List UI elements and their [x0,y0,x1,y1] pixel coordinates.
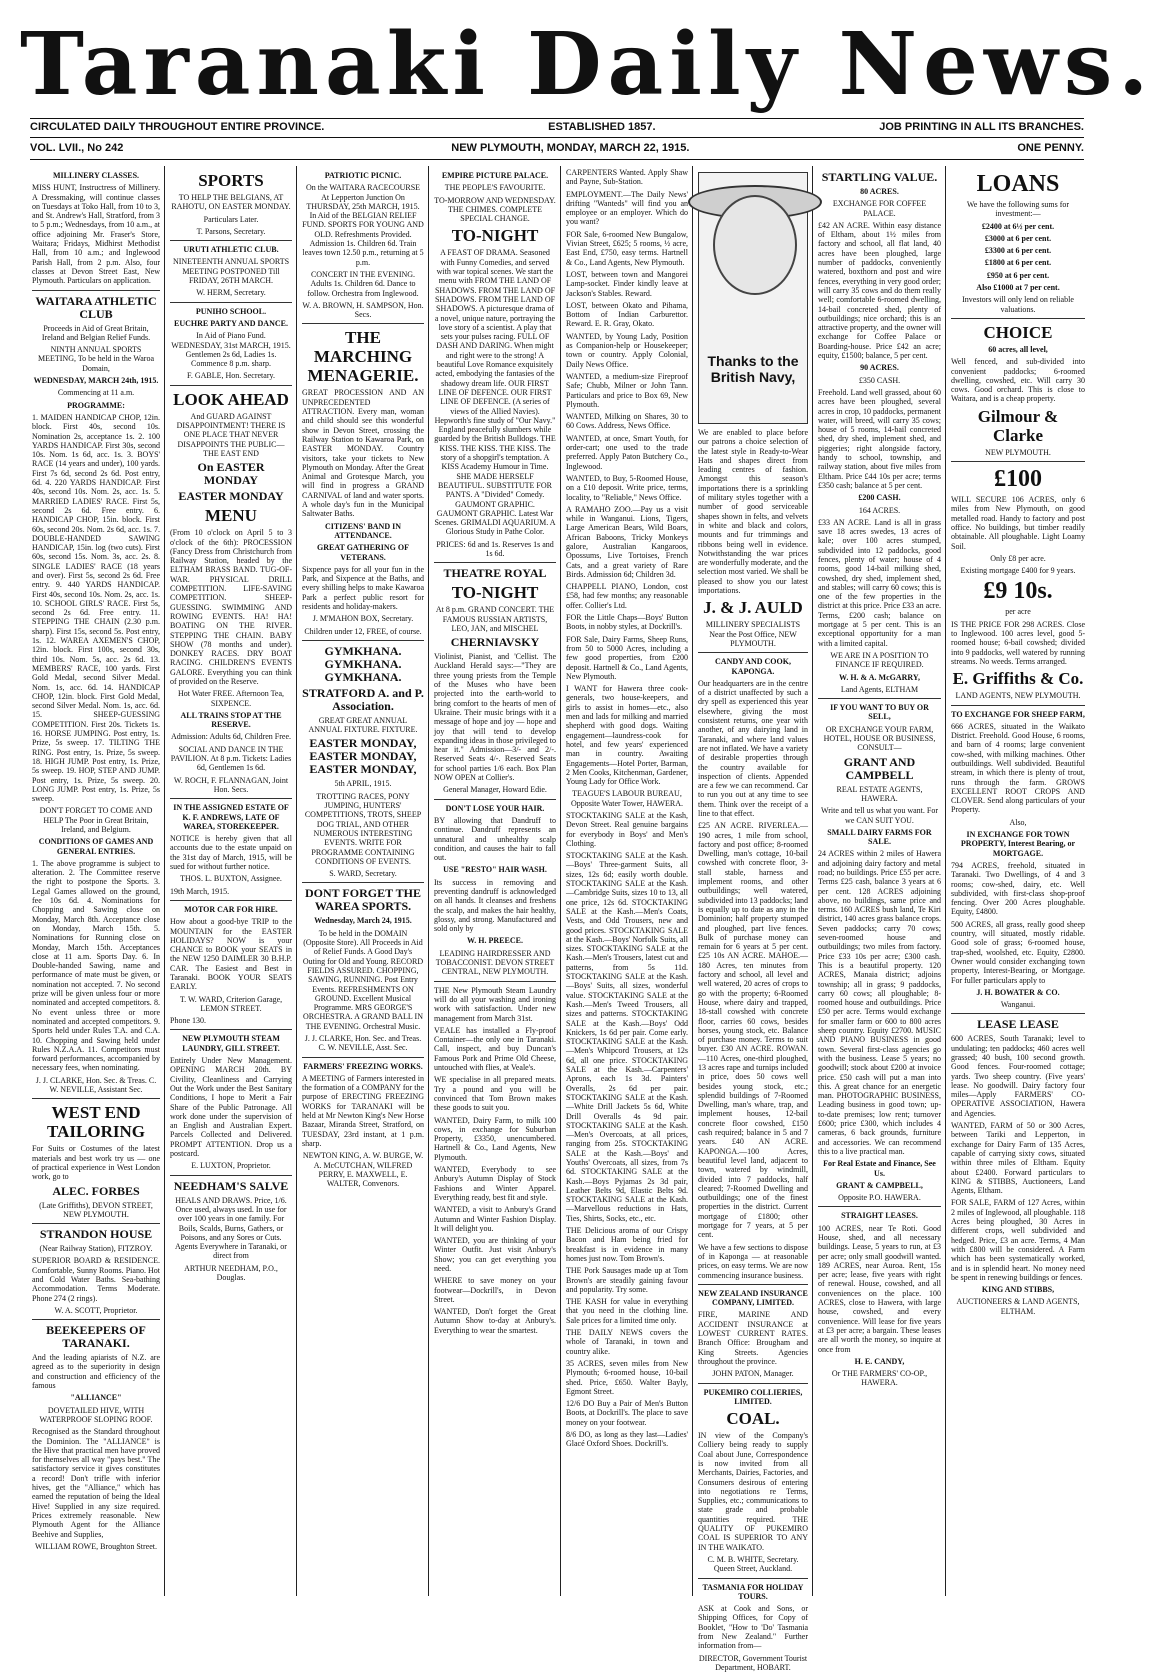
tasmania-signature: DIRECTOR, Government Tourist Department, HOBART. [698,1653,808,1672]
column-6 [698,168,808,1672]
classified-autumn-show: WANTED, Don't forget the Great Autumn Show to-day at Anbury's. Everything to wear the smartest. [434,1307,556,1335]
column-2 [170,168,292,1593]
forbes-name: ALEC. FORBES [52,1183,140,1198]
grant-campbell-sub: REAL ESTATE AGENTS, HAWERA. [836,784,923,803]
veterans-text: Sixpence pays for all your fun in the Park, and Sixpence at the Baths, and every shilling helps to make Kawaroa Park a perfect public resort for residents and holiday-makers. [302,564,424,611]
candy-cook-note: We have a few sections to dispose of in Kaponga — at reasonable prices, on easy terms. We are now commencing insurance business. [698,1242,808,1280]
loan-item: £950 at 6 per cent. [986,270,1050,280]
menu-heading: MENU [205,506,257,526]
also-note: Also, [1009,817,1027,827]
circulation-tag: CIRCULATED DAILY THROUGHOUT ENTIRE PROVINCE. [30,121,325,133]
coal-text: IN view of the Company's Colliery being ready to supply Coal about June, Correspondence is now invited from all Merchants, Dairies, Factories, and Consumers desirous of entering into negotiations re Terms, Supplies, etc.; communications to state grade and probable quantities required. THE QUALITY OF PUKEMIRO COAL IS SUPERIOR TO ANY IN THE WAIKATO. [698,1431,808,1552]
social-signature: W. ROCH, F. FLANNAGAN, Joint Hon. Secs. [173,775,289,794]
warea-date: Wednesday, March 24, 1915. [314,916,412,926]
coal-heading: COAL. [726,1409,780,1429]
auld-address: MILLINERY SPECIALISTS Near the Post Office, NEW PLYMOUTH. [705,620,801,648]
euchre-heading: EUCHRE PARTY AND DANCE. [174,318,288,328]
gilmour-clarke-sub: NEW PLYMOUTH. [985,447,1051,457]
menu-text: (From 10 o'clock on April 5 to 3 o'clock of the 6th): PROCESSION (Fancy Dress from Christchurch from Railway Station, headed by the ELTHAM BRASS BAND. TUG-OF-WAR. PHYSICAL DRILL COMPETITION. LIFE-SAVING COMPETITION. SHEEP-GUESSING. SWIMMING AND ROWING EVENTS. HA! HA! BOATING ON THE RIVER. STEPPING THE CHAIN. BABY SHOW (78 months and under). DONKEY RACES. DRY BOAT RACING. CHILDREN'S EVENTS GALORE. Everything you can think of provided on the Reserve. [170,528,292,686]
column-divider [812,166,813,1596]
candy-cook-heading: CANDY AND COOK, KAPONGA. [715,657,791,676]
insurance-heading: NEW ZEALAND INSURANCE COMPANY, LIMITED. [698,1288,808,1308]
column-divider [692,166,693,1596]
candy-cook-listings: £25 AN ACRE. RIVERLEA.—190 acres, 1 mile from school, factory and post office; 8-roomed Dwelling, man's cottage, 10-bail cowshed with concrete floor, 3-stall stable, harness and implement rooms, and other outbuildings; well watered, subdivided into 13 paddocks; land is equally up to date as any in the Dominion; half property stumped and ploughed, part live fences. Bulk of purchase money can remain for 6 years at 5 per cent. £25 10s AN ACRE. MAHOE.—180 Acres, ten minutes from factory and school, all level and well watered, 20 acres of crops to go with the property; 6-Roomed House, where dairy and trapped, 18-stall cowshed with concrete floor, carries 60 cows, besides horses, young stock, etc. Balance of purchase money. Terms to suit buyer. £30 AN ACRE. ROWAN.—110 Acres, one-third ploughed, 13 acres rape and turnips included in price, does 50 cows well besides young stock, etc.; splendid buildings of 7-Roomed Dwelling, man's whare, trap, and implement houses, 12-bail concrete floor cowshed, £150 cash required; balance in 5 and 7 years. £40 AN ACRE. KAPONGA.—100 Acres, beautiful level land, adjacent to town, watered by windmill, divided into 7 paddocks, half cleared; 7-Roomed Dwelling and outbuildings; one of the finest properties in the district. Current mortgage of £1800; other mortgage for 7 years, at 5 per cent. [698,821,808,1240]
job-printing-tag: JOB PRINTING IN ALL ITS BRANCHES. [879,121,1084,133]
sports-signature: T. Parsons, Secretary. [196,226,266,236]
millinery-heading: MILLINERY CLASSES. [52,171,140,180]
column-3 [302,168,424,1593]
millinery-ad-text: We are enabled to place before our patrons a choice selection of the latest style in Ready-to-Wear Hats and shapes direct from leading centres of fashion. Amongst this season's importations there is a sprinkling of military styles together with a number of good serviceable shapes shown in felts, and velvets in white and black and colors, mounts and fur trimmings and ribbons being well in evidence. Notwithstanding the war prices are wonderfully moderate, and the selection most varied. We shall be pleased to show you our latest importations. [698,428,808,596]
classified-lost-1: LOST, between town and Mangorei Lamp-socket. Finder kindly leave at Jackson's Stables. Reward. [566,269,688,298]
sports-meeting: NINTH ANNUAL SPORTS MEETING, To be held in the Waroa Domain, [37,345,155,373]
estate-heading: IN THE ASSIGNED ESTATE OF K. F. ANDREWS, LATE OF WAREA, STOREKEEPER. [173,803,289,831]
choice-text: Well fenced, and sub-divided into convenient paddocks; 6-roomed dwelling, cowshed, etc. Will carry 30 cows. Good orchard. This is close to Waitara, and is a cheap property. [951,357,1085,404]
straight-leases-text: 100 ACRES, near Te Roti. Good House, shed, and all necessary buildings. Lease, 5 years to run, at £3 per acre; only small goodwill wanted. 189 ACRES, near Auroa. Rent, 15s per acre; lease, five years with right of renewal. House, cowshed, and all conveniences on the place. 100 ACRES, close to Hawera, with large house, cowshed, and every convenience. Will lease for five years at £3 per acre; a bargain. These leases are all worth the money, so inquire at once from [818,1223,941,1354]
beekeepers-text: And the leading apiarists of N.Z. are agreed as to the superiority in design and construction and efficiency of the famous [32,1353,160,1391]
beekeepers-heading: BEEKEEPERS OF TARANAKI. [46,1323,146,1351]
salve-text: HEALS AND DRAWS. Price, 1/6. Once used, always used. In use for over 100 years in one family. For Boils, Scalds, Burns, Gathers, or Poisons, and any Sores or Cuts. Agents Everywhere in Taranaki, or direct from [175,1195,287,1261]
euchre-text: In Aid of Piano Fund. WEDNESDAY, 31st MARCH, 1915. Gentlemen 2s 6d, Ladies 1s. Commence 8 p.m. sharp. [171,331,291,369]
eighty-acres: 80 ACRES. [860,187,899,196]
empire-tonight: TO-NIGHT [451,226,539,246]
classified-button-boots: 12/6 DO Buy a Pair of Men's Button Boots, at Dockrill's. The place to save money on your footwear. [566,1399,688,1427]
column-1 [32,168,160,1593]
choice-sub: 60 acres, all level, [988,344,1048,354]
finance-note: WE ARE IN A POSITION TO FINANCE IF REQUIRED. [830,650,929,670]
steam-laundry-heading: NEW PLYMOUTH STEAM LAUNDRY, GILL STREET. [182,1034,280,1053]
loan-item: £2400 at 6½ per cent. [981,221,1055,231]
conditions-text: 1. The above programme is subject to alteration. 2. The Committee reserve the right to postpone the Sports. 3. Legal Games allowed on the ground, fee 10s 6d. 4. Nominations for Chopping and Sawing close on Monday, March 8th. Acceptance close on Monday, March 15th. 5. Nominations for Running close on Monday, March 15th. Acceptances close at 11 a.m. Sports Day. 6. In Double-handed Sawing, name and performance of mate must be given, or nomination not accepted. 7. No second prize will be given unless four or more nominated and accepted competitors. 8. No event unless three or more nominated and accepted competitors. 9. Sports held under Rules T.A. and C.A. 10. Chopping and Sawing held under Rules N.Z.A.A. 11. Competitors must forward performances, accompanied by necessary fees, when nominating. [32,858,160,1073]
classified-outfit: WANTED, you are thinking of your Winter Outfit. Just visit Anbury's Show; you can get everything you need. [434,1236,556,1273]
nine-pound-heading: £9 10s. [983,578,1053,605]
theatre-signature: General Manager, Howard Edie. [443,785,547,795]
hundred-pound-text: WILL SECURE 106 ACRES, only 6 miles from New Plymouth, on good metalled road. Handy to factory and post office. No buildings, but timber readily obtainable. All ploughable. Light Loamy Soil. [951,495,1085,551]
classified-dairy: WANTED, Dairy Farm, to milk 100 cows, in exchange for Suburban Property, £3350, unencumbered. Hartnell & Co., Land Agents, New Plymouth. [434,1115,556,1162]
bowater-sub: Wanganui. [1000,1000,1036,1010]
programme-heading: PROGRAMME: [67,400,125,410]
classified-sausages: THE Pork Sausages made up at Tom Brown's are steadily gaining favour and popularity. Try some. [566,1266,688,1294]
column-divider [296,166,297,1596]
classified-piano: CHAPPELL PIANO, London, cost £58, had few months; any reasonable offer. Collier's Ltd. [566,582,688,610]
town-property-text: 794 ACRES, freehold, situated in Taranaki. Two Dwellings, of 4 and 3 rooms; cow-shed, dairy, etc. Well subdivided, with first-class shop-proof fencing. Over 200 Acres ploughable. Equity, £4800. [951,860,1085,917]
picnic-concert: CONCERT IN THE EVENING. Adults 1s. Children 6d. Dance to follow. Orchestra from Inglewood. [307,269,419,298]
conditions-signature: J. J. CLARKE, Hon. Sec. & Treas. C. W. NEVILLE, Assistant Sec. [35,1075,157,1095]
king-stibbs-sub: AUCTIONEERS & LAND AGENTS, ELTHAM. [956,1297,1080,1316]
grant-campbell-2: GRANT & CAMPBELL, [836,1180,923,1190]
west-end-heading: WEST END TAILORING [47,1103,145,1142]
picnic-heading: PATRIOTIC PICNIC. [324,171,402,180]
strandon-sub: (Near Railway Station), FITZROY. [39,1244,153,1254]
candy-name: H. E. CANDY, [854,1356,905,1366]
veterans-signature: J. M'MAHON BOX, Secretary. [312,614,414,624]
two-hundred-text: £33 AN ACRE. Land is all in grass save 18 acres swedes, 13 acres of kale; over 100 acres stumped, subdivided into 12 paddocks, good fences, plenty of water; house of 4 rooms, good 14-bail milking shed, cowshed, dry shed, implement shed, and stables; will carry 60 cows; this is one of the few properties in the district at this price. Price £33 an acre. Terms, £200 cash; balance on mortgage at 5 per cent. This is an exceptional opportunity for a man with a limited capital. [818,517,941,648]
coal-signature: C. M. B. WHITE, Secretary. Queen Street, Auckland. [707,1554,799,1574]
classified-anbury: WANTED, Everybody to see Anbury's Autumn Display of Stock Fashions and Winter Apparel. Everything ready, best fit and style. [434,1165,556,1202]
warea-heading: DONT FORGET THE WAREA SPORTS. [304,886,422,914]
two-hundred-sub: 164 ACRES. [858,505,901,515]
classified-zoo: A RAMAHO ZOO.—Pay us a visit while in Wanganui. Lions, Tigers, Large American Bears, Wild Boars, African Baboons, Tricky Monkeys galore, Australian Kangaroos, Opossums, Live Tortoises, French Cats, and a great variety of Rare Birds. Admission 6d; Children 3d. [566,504,688,579]
menagerie-heading: THE MARCHING MENAGERIE. [307,328,419,386]
classified-safe: WANTED, a medium-size Fireproof Safe; Chubb, Milner or John Tann. Particulars and price to Box 69, New Plymouth. [566,371,688,409]
euchre-signature: F. GABLE, Hon. Secretary. [187,371,275,381]
column-divider [428,166,429,1596]
small-farms-text: 24 ACRES within 2 miles of Hawera and adjoining dairy factory and metal road; no buildings. Price £55 per acre. Terms £25 cash, balance 3 years at 6 per cent. 128 ACRES adjoining above, no buildings, same price and terms. 160 ACRES bush land, Te Kiri district, 140 acres grass balance crops. Seven paddocks; carry 70 cows; seven-roomed house and outbuildings; two miles from factory. Price £33 10s per acre; £300 cash. This is a beautiful property. 120 ACRES, Manaia district; adjoins township; all in grass; 9 paddocks, carry 60 cows; all ploughable; 8-roomed house and outbuildings. Price £50 per acre. Terms would exchange for smaller farm or 600 to 800 acres sheep country. Equity £2700. MUSIC AND PIANO BUSINESS in good town. Several first-class agencies go with the business. Lease 5 years; no goodwill; stock about £200 at invoice price. £50 cash will put a man into this. A great chance for an energetic man. PHOTOGRAPHIC BUSINESS, Leading business in good town; up-to-date premises; low rent; turnover £600; price £300, which includes 4 cameras, 6 back grounds, furniture and accessories. We can recommend this to a live practical man. [818,849,941,1156]
social-note: SOCIAL AND DANCE IN THE PAVILION. At 8 p.m. Tickets: Ladies 6d, Gentlemen 1s 6d. [170,744,292,773]
empire-programme: A FEAST OF DRAMA. Seasoned with Funny Comedies, and served with war topical scenes. We start the menu with FROM THE LAND OF SHADOWS. FROM THE LAND OF SHADOWS. FROM THE LAND OF SHADOWS. A picturesque drama of a novel, unique nature, portraying the love story of a scientist. A play that sets your pulses racing. FULL OF DASH AND DARING. When might and right were to the strong! A beautiful Love Romance exquisitely acted, embodying the fantasies of the shadowy dream life. OUR FIRST LINE OF DEFENCE. OUR FIRST LINE OF DEFENCE. (A series of views of the Allied Navies). Hepworth's fine study of "Our Navy." England peacefully slumbers while guarded by the British Bulldogs. THE KISS. THE KISS. THE KISS. The story of a shopgirl's temptation. A KISS Academy Humour in Time. SHE MADE HERSELF BEAUTIFUL. SUBSTITUTE FOR PANTS. A "Divided" Comedy. GAUMONT GRAPHIC. GAUMONT GRAPHIC. Latest War Scenes. GRIMALDI AQUARIUM. A Glorious Study in Pathe Color. [434,248,556,537]
grant-campbell-name: GRANT AND CAMPBELL [843,754,916,782]
motor-car-phone: Phone 130. [170,1016,206,1026]
cherniavsky-text: Violinist, Pianist, and 'Cellist. The Auckland Herald says:—"They are three young priests from the Temple of the Muses who have been projected into the earth-world to bring comfort to the hearts of men of Ukraine. Their music brings with it a message of hope and joy — hope and joy that will tend to develop expanding ideas in those privileged to hear it." Admission—3/- and 2/-. Reserved Seats 4/-. Reserved Seats for school parties 1/6 each. Box Plan NOW OPEN at Collier's. [434,652,556,783]
hundred-pound-mortgage: Existing mortgage £400 for 9 years. [960,566,1076,576]
column-4 [434,168,556,1593]
bottom-rule [30,159,1084,160]
veterans-heading: GREAT GATHERING OF VETERANS. [316,543,409,562]
two-hundred-cash: £200 CASH. [858,493,901,503]
griffiths-name: E. Griffiths & Co. [952,669,1084,689]
waitara-club-sub: Proceeds in Aid of Great Britain, Ireland and Belgian Relief Funds. [41,323,151,342]
admission-note: Admission: Adults 6d, Children Free. [171,732,291,742]
classified-employment: EMPLOYMENT.—The Daily News' drifting "Wanteds" will find you an employee or an employer. Which do you want? [566,189,688,227]
ninety-acres-text: Freehold. Land well grassed, about 60 acres have been ploughed, several acres in crop, 10 paddocks, permanent water, will breed, will carry 35 cows; house of 5 rooms, 14-bail concreted shed, dry shed, implement shed, and piggeries; right alongside factory, handy to school, township, and railway station, about five miles from Eltham. Price £44 10s per acre; terms £350 cash; balance at 5 per cent. [818,387,941,490]
real-estate-note: For Real Estate and Finance, See Us. [823,1159,936,1178]
hair-heading: DON'T LOSE YOUR HAIR. [445,803,545,813]
sheep-farm-text: 666 ACRES, situated in the Waikato District. Freehold. Good House, 6 rooms, and barn of 4 rooms; large convenient cow-shed, with milking machines. Other outbuildings. Well subdivided. Beautiful stream, in which there is plenty of trout, runs through the farm. GROWS EXCELLENT ROOT CROPS AND CLOVER. Send along particulars of your Property. [951,721,1085,815]
column-divider [560,166,561,1596]
motor-car-text: How about a good-bye TRIP to the MOUNTAIN for the EASTER HOLIDAYS? NOW is your CHANCE to BOOK your SEATS in the NEW 1250 DAIMLER 30 B.H.P. CAR. The Easiest and Best in Taranaki. BOOK YOUR SEATS EARLY. [170,917,292,992]
easter-monday-1: On EASTER MONDAY [197,460,265,488]
freezing-works-signature: NEWTON KING, A. W. BURGE, W. A. McCUTCHAN, WILFRED PERRY, E. MAXWELL, E. WALTER, Convenors. [302,1151,424,1189]
ninety-acres-sub: £350 CASH. [858,375,901,385]
small-farms-heading: SMALL DAIRY FARMS FOR SALE. [827,827,932,847]
hundred-pound-heading: £100 [994,466,1042,493]
insurance-text: FIRE, MARINE AND ACCIDENT INSURANCE at LOWEST CURRENT RATES. Branch Office: Brougham and King Streets. Agencies throughout the province. [698,1310,808,1366]
april-date: 5th APRIL, 1915. [334,779,392,789]
steam-laundry-text: Entirely Under New Management. OPENING MARCH 20th. BY Civility, Cleanliness and Carrying Out the Work under the Best Sanitary Conditions, I hope to Merit a Fair Share of the Public Patronage. All work done under the supervision of an English and Australian Expert. Parcels Collected and Delivered. PROMPT ATTENTION. Drop us a postcard. [170,1056,292,1159]
millinery-text: MISS HUNT, Instructress of Millinery. A Dressmaking, will continue classes on Tuesdays at Toko Hall, from 10 to 3, and St. Andrew's Hall, Stratford, from 3 to 5 p.m.; Wednesdays, from 10 a.m., at office adjoining Mr. Fraser's Store, Waitara; Fridays, Midhirst Methodist Hall, from 10 a.m.; and Inglewood Parish Hall, from 2 p.m. Also, four classes at Devon Street East, New Plymouth. Particulars on application. [32,183,160,286]
uruti-text: NINETEENTH ANNUAL SPORTS MEETING POSTPONED Till FRIDAY, 26TH MARCH. [172,257,290,286]
cherniavsky-name: CHERNIAVSKY [450,635,540,650]
alliance-name: "ALLIANCE" [70,1393,122,1403]
alliance-text: Recognised as the Standard throughout the Dominion. The "ALLIANCE" is the Hive that practical men have proved for themselves all way "pays best." The satisfactory service it gives constitutes a record! Don't trifle with inferior hives, get the "Alliance," which has earned the reputation of being the Ideal Hive! Supplied in any size required. Prices extremely reasonable. New Plymouth Agent for the Alliance Beehive and Supplies, [32,1427,160,1539]
theatre-tonight: TO-NIGHT [451,583,539,603]
preece-name: W. H. PREECE. [467,936,523,946]
empire-sub: THE PEOPLE'S FAVOURITE. [444,183,546,193]
column-5 [566,168,688,1593]
column-7 [818,168,941,1593]
uruti-heading: URUTI ATHLETIC CLUB. [183,245,279,255]
loan-item: Also £1000 at 7 per cent. [976,283,1060,293]
gymkhana-heading: GYMKHANA. GYMKHANA. GYMKHANA. [324,643,402,684]
price: ONE PENNY. [1017,142,1084,154]
eighty-acres-text: £42 AN ACRE. Within easy distance of Eltham, about 1½ miles from factory and school, all flat land, 40 acres have been ploughed, large number of paddocks, conveniently watered, boxthorn and post and wire fences, everything in very good order; will carry 35 cows and do them really well; comfortable 6-roomed dwelling, 14-bail concreted shed, plenty of outbuildings; nice orchard; this is an attractive property, and the owner will exchange for Coffee Palace or Boarding-house. Price £42 an acre; equity, £1500; balance, 5 per cent. [818,220,941,361]
mid-rule [30,137,1084,138]
mcgarry-name: W. H. & A. McGARRY, [839,672,920,682]
bowater-name: J. H. BOWATER & CO. [976,987,1060,997]
candy-cook-intro: Our headquarters are in the centre of a district unaffected by such a dry spell as experienced this year elsewhere, giving the most consistent returns, one year with another, of any dairying land in Taranaki, and where land values are not inflated. We have a variety of desirable properties through the country available for inspection of clients. Appended are a few we can recommend. Car to run you out at any time to see them. Think over the receipt of a line to that effect. [698,678,808,818]
empire-prices: PRICES: 6d and 1s. Reserves 1s and 1s 6d. [436,539,554,558]
loan-item: £3300 at 6 per cent. [984,246,1052,256]
children-note: Children under 12, FREE, of course. [304,626,422,636]
programme-list: 1. MAIDEN HANDICAP CHOP, 12in. block. First 40s, second 10s. Nomination 2s, acceptance 1s. 2. 100 YARDS HANDICAP. First 30s, second 10s. Nom. 1s 6d, acc. 1s. 3. BOYS' RACE (14 years and under), 100 yards. First 7s 6d, second 2s 6d. Post entry, 6d. 4. 220 YARDS HANDICAP. First 40s, second 10s. Nom. 2s, acc. 1s. 5. MARRIED LADIES' RACE. First 5s, second 2s 6d. Free entry. 6. HANDICAP CHOP, 15in. block. First 60s, second 20s. Nom. 2s 6d, acc. 1s. 7. DOUBLE-HANDED SAWING HANDICAP, 15in. log (two cuts). First 60s, second 15s. Nom. 3s, acc. 2s. 8. SINGLE LADIES' RACE (18 years and over). First 5s, second 2s 6d. Free entry. 9. 440 YARDS HANDICAP. First 40s, second 10s. Nom. 2s, acc. 1s. 10. SCHOOL GIRLS' RACE. First 5s, second 2s 6d. Free entry. 11. STEPPING THE CHAIN (2.30 p.m. sharp). First 15s, second 5s. Post entry, 1s. 12. WAREA AXEMEN'S CHOP, 12in. block. First 100s, second 30s, third 10s. Nom. 5s, acc. 2s 6d. 13. MEMBERS' RACE, 100 yards. First Gold Medal, second Silver Medal. Nom. 1s, acc. 6d. 14. HANDICAP CHOP, 12in. block. First Gold Medal, second Silver Medal. Nom. 1s, acc. 6d. 15. SHEEP-GUESSING COMPETITION. First 20s. Tickets 1s. 16. HORSE JUMPING. Post entry, 1s. Prize, 5s sweep. 17. TILTING THE RING. Post entry, 1s. Prize, 5s sweep. 18. HIGH JUMP. Post entry, 1s. Prize, 5s sweep. 19. HOP, STEP AND JUMP. Post entry, 1s. Prize, 5s sweep. 20. LONG JUMP. Post entry, 1s. Prize, 5s sweep. [32,412,160,804]
alliance-sub: DOVETAILED HIVE, WITH WATERPROOF SLOPING ROOF. [39,1405,153,1424]
sheep-farm-heading: TO EXCHANGE FOR SHEEP FARM, [951,709,1085,719]
salve-signature: ARTHUR NEEDHAM, P.O., Douglas. [184,1263,278,1283]
salve-heading: NEEDHAM'S SALVE [173,1178,289,1193]
millinery-portrait-illustration [698,172,808,424]
classified-stocktaking: STOCKTAKING SALE at the Kash, Devon Street. Real genuine bargains for everybody in Boys' and Men's Clothing. [566,811,688,848]
sports-time: Commencing at 11 a.m. [57,388,135,398]
conditions-heading: CONDITIONS OF GAMES AND GENERAL ENTRIES. [38,837,154,856]
preece-address: LEADING HAIRDRESSER AND TOBACCONIST. DEVON STREET CENTRAL, NEW PLYMOUTH. [435,948,555,977]
dateline-strip [30,142,1084,154]
loan-item: £1800 at 6 per cent. [984,258,1052,268]
newspaper-title: Taranaki Daily News. [20,14,1154,115]
picnic-signature: W. A. BROWN, H. SAMPSON, Hon. Secs. [302,300,424,320]
farm-for-sale-text: FOR SALE, FARM of 127 Acres, within 2 miles of Inglewood, all ploughable. 118 Acres being ploughed, 30 Acres in different crops, well subdivided and hedged. Price, £3 an acre. Terms, 4 Man with £800 will be considered. A Farm which has been systematically worked, and is in splendid heart. No money need be spent in renewing buildings or fences. [951,1198,1085,1282]
sports-particulars: Particulars Later. [203,214,259,224]
loan-item: £3000 at 6 per cent. [984,233,1052,243]
motor-car-signature: T. W. WARD, Criterion Garage, LEMON STREET. [179,994,283,1013]
volume-number: VOL. LVII., No 242 [30,142,124,154]
look-ahead-heading: LOOK AHEAD [173,389,289,409]
column-8 [951,168,1085,1593]
top-rule [30,118,1084,119]
classified-farms: FOR Sale, Dairy Farms, Sheep Runs, from 50 to 5000 Acres, including a few good properties, from £200 deposit. Hartnell & Co., Land Agents, New Plymouth. [566,634,688,681]
classified-house: WANTED, to Buy, 5-Roomed House, on a £10 deposit. Write price, terms, locality, to "Reliable," News Office. [566,473,688,502]
established-tag: ESTABLISHED 1857. [548,121,656,133]
loans-note: Investors will only lend on reliable valuations. [962,295,1074,314]
masthead [20,10,1154,120]
help-note: DON'T FORGET TO COME AND HELP The Poor in Great Britain, Ireland, and Belgium. [39,806,153,834]
sports-date: WEDNESDAY, MARCH 24th, 1915. [33,376,159,386]
auld-logo: J. & J. AULD [703,598,803,618]
classified-35-acres: 35 ACRES, seven miles from New Plymouth; 6-roomed house, 10-bail shed. Price, £650. Walter Bayly, Egmont Street. [566,1358,688,1396]
freezing-works-text: A MEETING of Farmers interested in the formation of a COMPANY for the purpose of ERECTING FREEZING WORKS for TARANAKI will be held at Mr Newton King's New Horse Bazaar, Miranda Street, Stratford, on TUESDAY, 23rd instant, at 1 p.m. sharp. [302,1073,424,1148]
estate-signature: THOS. L. BUXTON, Assignee. [180,874,282,884]
face-shape [713,195,797,295]
classified-laundry: THE New Plymouth Steam Laundry will do all your washing and ironing work with satisfaction. Under new management from March 31st. [434,985,556,1023]
easter-monday-repeat: EASTER MONDAY, EASTER MONDAY, EASTER MONDAY, [309,736,417,777]
lease-text: 600 ACRES, South Taranaki; level to undulating; ten paddocks; 460 acres well grassed; 40 bush, 100 second growth. Good fences. Four-roomed cottage; yards. Two sheep country. (Five years' lease. No goodwill. Dairy factory four miles—Apply FARMERS' CO-OPERATIVE ASSOCIATION, Hawera and Agencies. [951,1034,1085,1118]
mcgarry-sub: Land Agents, ELTHAM [840,684,919,694]
wanted-farm-text: WANTED, FARM of 50 or 300 Acres, between Tariki and Lepperton, in exchange for Dairy Farm of 135 Acres, capable of carrying sixty cows, situated within three miles of Eltham. Equity about £2400. Forward particulars to KING & STIBBS, Auctioneers, Land Agents, Eltham. [951,1121,1085,1196]
estate-date: 19th March, 1915. [170,886,230,896]
buy-sell-heading: IF YOU WANT TO BUY OR SELL, [830,703,929,722]
straight-leases-heading: STRAIGHT LEASES. [841,1211,918,1221]
fixture-text: GREAT GREAT ANNUAL ANNUAL FIXTURE. FIXTURE. [308,715,418,735]
grant-campbell-2-sub: Opposite P.O. HAWERA. [838,1193,921,1203]
loans-heading: LOANS [976,171,1060,197]
king-stibbs-name: KING AND STIBBS, [981,1285,1055,1295]
classified-milking: WANTED, Milking on Shares, 30 to 60 Cows. Address, News Office. [566,412,688,431]
classified-hawera-jobs: I WANT for Hawera three cook-generals, two house-keepers, and girls to assist in homes—etc., also men and lads for milking and married shepherd with good dogs. Waiting engagement—laundress-cook for hotel, and few years' experienced man in country. Awaiting Engagements—Hotel Porter, Barman, 2 Men Cooks, Kitchenman, Gardener, Young Lady for Office Work. [566,684,688,787]
pukemiro-heading: PUKEMIRO COLLIERIES, LIMITED. [703,1387,803,1406]
classified-oxford-shoes: 8/6 DO, as long as they last—Ladies' Glacé Oxford Shoes. Dockrill's. [566,1430,688,1449]
insurance-signature: JOHN PATON, Manager. [712,1369,794,1379]
town-property-heading: IN EXCHANGE FOR TOWN PROPERTY, Interest Bearing, or MORTGAGE. [960,830,1076,858]
motor-car-heading: MOTOR CAR FOR HIRE. [184,904,278,914]
loans-intro: We have the following sums for investment:— [966,200,1070,219]
look-ahead-text: And GUARD AGAINST DISAPPOINTMENT! THERE IS ONE PLACE THAT NEVER DISAPPOINTS THE PUBLIC— THE EAST END [176,411,286,458]
menagerie-text: GREAT PROCESSION AND AN UNPRECEDENTED ATTRACTION. Every man, woman and child should see this wonderful show in Devon Street, crossing the Railway Station to Kawaroa Park, on EASTER MONDAY. Country visitors, take your tickets to New Plymouth on Monday. After the Great Animal and Grotesque March, you will find in progress a GRAND CARNIVAL of land and water sports. A whole day's fun in the Municipal Saltwater Baths. [302,388,424,519]
write-note: Write and tell us what you want. For we CAN SUIT YOU. [821,806,938,825]
tasmania-text: ASK at Cook and Sons, or Shipping Offices, for Copy of Booklet, "How to 'Do' Tasmania from New Zealand." Further information from— [698,1604,808,1651]
classified-young-lady: WANTED, by Young Lady, Position as Companion-help or Housekeeper; town or country. Apply Colonial, Daily News Office. [566,331,688,369]
theatre-heading: THEATRE ROYAL [443,566,547,581]
tagline-strip [30,121,1084,133]
classified-boots: FOR the Little Chaps—Boys' Button Boots, in nobby styles, at Dockrill's. [566,613,688,632]
lease-heading: LEASE LEASE [977,1017,1059,1032]
five-hundred-acres: 500 ACRES, all grass, really good sheep country, will situated, mostly ridable. Good sole of grass; 6-roomed house, trap-shed, woolshed, etc. Equity, £2800. Owner would consider exchanging town property, Interest-Bearing, or Mortgage. For fuller particulars apply to [951,919,1085,985]
column-divider [164,166,165,1596]
buy-sell-text: OR EXCHANGE YOUR FARM, HOTEL, HOUSE OR BUSINESS, CONSULT— [823,724,936,753]
picnic-text: On the WAITARA RACECOURSE At Lepperton Junction On THURSDAY, 25th MARCH, 1915. In Aid of the BELGIAN RELIEF FUND. SPORTS FOR YOUNG AND OLD. Refreshments Provided. Admission 1s. Children 6d. Train leaves town 12.50 p.m., returning at 5 p.m. [302,183,424,267]
resto-text: Its success in removing and preventing dandruff is acknowledged on all hands. It cleanses and freshens the scalp, and makes the hair healthy, glossy, and strong. Manufactured and sold only by [434,877,556,934]
west-end-text: For Suits or Costumes of the latest materials and best work try us — one of practical experience in West London work, go to [32,1144,160,1182]
forbes-address: (Late Griffiths), DEVON STREET, NEW PLYMOUTH. [39,1200,153,1219]
stratford-heading: STRATFORD A. and P. Association. [302,685,424,713]
classified-kash: THE KASH for value in everything that you need in the clothing line. Sale prices for a limited time only. [566,1297,688,1325]
steam-laundry-signature: E. LUXTON, Proprietor. [191,1161,271,1171]
sports-text: TO HELP THE BELGIANS, AT RAHOTU, ON EASTER MONDAY. [171,193,291,212]
alliance-signature: WILLIAM ROWE, Broughton Street. [35,1541,157,1551]
events-text: TROTTING RACES, PONY JUMPING, HUNTERS' COMPETITIONS, TROTS, SHEEP DOG TRIAL, AND OTHER NUMEROUS INTERESTING EVENTS. WRITE FOR PROGRAMME CONTAINING CONDITIONS OF EVENTS. [304,791,422,866]
eighty-acres-sub: EXCHANGE FOR COFFEE PALACE. [832,199,927,218]
hot-water-note: Hot Water FREE. Afternoon Tea, SIXPENCE. [177,689,285,708]
sports-heading: SPORTS [198,171,264,190]
griffiths-sub: LAND AGENTS, NEW PLYMOUTH. [955,691,1081,701]
ninety-acres: 90 ACRES. [860,363,899,373]
uruti-signature: W. HERM, Secretary. [196,288,266,298]
nine-pound-text: IS THE PRICE FOR 298 ACRES. Close to Inglewood. 100 acres level, good 5-roomed house; 6-bail cowshed; divided into 9 paddocks, well watered by running streams. No weeds. Terms arranged. [951,619,1085,666]
gilmour-clarke-name: Gilmour & Clarke [977,406,1059,445]
classified-daily-news: THE DAILY NEWS covers the whole of Taranaki, in town and country alike. [566,1328,688,1356]
navy-caption: Thanks to the British Navy, [707,353,799,385]
startling-value-heading: STARTLING VALUE. [821,170,938,184]
classified-lost-2: LOST, between Okato and Pihama, Bottom of Indian Carburettor. Reward. E. R. Gray, Okato. [566,300,688,329]
events-signature: S. WARD, Secretary. [329,869,397,879]
classified-veale: VEALE has installed a Fly-proof Container—the only one in Taranaki. Call, inspect, and buy Duncan's Famous Pork and Prime Old Cheese, untouched with flies, at Veale's. [434,1025,556,1073]
strandon-heading: STRANDON HOUSE [39,1227,153,1242]
nine-pound-sub: per acre [1005,607,1031,617]
hundred-pound-price: Only £8 per acre. [990,553,1046,563]
puniho-heading: PUNIHO SCHOOL. [195,306,267,316]
classified-hawera-signature: TEAGUE'S LABOUR BUREAU, Opposite Water Tower, HAWERA. [571,789,683,808]
trains-note: ALL TRAINS STOP AT THE RESERVE. [180,710,282,730]
tasmania-heading: TASMANIA FOR HOLIDAY TOURS. [702,1582,804,1601]
classified-carpenters: CARPENTERS Wanted. Apply Shaw and Payne, Sub-Station. [566,168,688,187]
farmers-coop: Or THE FARMERS' CO-OP., HAWERA. [831,1369,928,1388]
waitara-club-heading: WAITARA ATHLETIC CLUB [35,293,157,321]
classified-bacon: THE Delicious aroma of our Crispy Bacon and Ham being fried for breakfast is in evidence in many homes just now. Tom Brown's. [566,1226,688,1263]
empire-text: TO-MORROW AND WEDNESDAY. THE CHIMES. COMPLETE SPECIAL CHANGE. [434,195,556,224]
estate-text: NOTICE is hereby given that all accounts due to the estate unpaid on the 31st day of March, 1915, will be sued for without further notice. [170,834,292,872]
classified-anbury-2: WANTED, a visit to Anbury's Grand Autumn and Winter Fashion Display. It will delight you. [434,1205,556,1233]
classified-youth: WANTED, at once, Smart Youth, for order-cart; one used to the trade preferred. Apply Paton Butchery Co., Inglewood. [566,433,688,471]
warea-text: To be held in the DOMAIN (Opposite Store). All Proceeds in Aid of Relief Funds. A Good Day's Outing for Old and Young. RECORD FIELDS ASSURED. CHOPPING, SAWING, RUNNING. Post Entry Events. REFRESHMENTS ON GROUND. Excellent Musical Programme. MRS GEORGE'S ORCHESTRA. A GRAND BALL IN THE EVENING. Orchestral Music. [302,928,424,1031]
band-note: CITIZENS' BAND IN ATTENDANCE. [324,521,402,540]
strandon-signature: W. A. SCOTT, Proprietor. [54,1305,138,1315]
warea-signature: J. J. CLARKE, Hon. Sec. and Treas. C. W. NEVILLE, Asst. Sec. [304,1034,422,1053]
easter-monday-2: EASTER MONDAY [178,489,284,504]
freezing-works-heading: FARMERS' FREEZING WORKS. [303,1061,423,1071]
classified-meats: WE specialise in all prepared meats. Try a pound and you will be convinced that Tom Brown makes these goods to suit you. [434,1075,556,1113]
column-divider [945,166,946,1596]
resto-heading: USE "RESTO" HAIR WASH. [443,865,547,875]
choice-heading: CHOICE [983,322,1053,342]
hair-text: BY allowing that Dandruff to continue. Dandruff represents an unnatural and unhealthy scalp condition, and causes the hair to fall out. [434,815,556,863]
classified-bungalow: FOR Sale, 6-roomed New Bungalow, Vivian Street, £625; 5 rooms, ½ acre, East End, £750, easy terms. Hartnell & Co., Land Agents, New Plymouth. [566,229,688,267]
classified-footwear: WHERE to save money on your footwear—Dockrill's, in Devon Street. [434,1276,556,1304]
classified-stocktaking-items: STOCKTAKING SALE at the Kash.—Boys' Three-garment Suits, all sizes, 12s 6d; easily worth double. STOCKTAKING SALE at the Kash.—Cambridge Suits, sizes 10 to 13, all one price, 12s 6d. STOCKTAKING SALE at the Kash.—Men's Coats, Vests, and Odd Trousers, new and good prices. STOCKTAKING SALE at the Kash.—Boys' Norfolk Suits, all sizes. STOCKTAKING SALE at the Kash.—Men's Trousers, latest cut and patterns, from 5s 11d. STOCKTAKING SALE at the Kash.—Boys' Suits, all sizes, wonderful value. STOCKTAKING SALE at the Kash.—Men's Tweed Trousers, all sizes and patterns. STOCKTAKING SALE at the Kash.—Boys' Odd Knickers, 1s 6d per pair. Come early. STOCKTAKING SALE at the Kash.—Men's Whipcord Trousers, at 12s 6d, all one price. STOCKTAKING SALE at the Kash.—Carpenters' Aprons, each 1s 3d. Painters' Overalls, 2s 6d per pair. STOCKTAKING SALE at the Kash.—White Drill Jackets 5s 6d, White Drill Overalls 4s 9d pair. STOCKTAKING SALE at the Kash.—Men's Overcoats, at all prices, ranging from 25s. STOCKTAKING SALE at the Kash.—Boys' and Youths' Overcoats, all sizes, from 7s 6d. STOCKTAKING SALE at the Kash.—Boys Pyjamas 2s 3d pair, Leather Belts 9d, Elastic Belts 9d. STOCKTAKING SALE at the Kash.—Marvellous reductions in Hats, Ties, Shirts, Socks, etc., etc. [566,851,688,1223]
empire-heading: EMPIRE PICTURE PALACE. [441,171,549,180]
strandon-text: SUPERIOR BOARD & RESIDENCE. Comfortable, Sunny Rooms. Piano. Hot and Cold Water Baths. Sea-bathing Accommodation. Terms Moderate. Phone 274 (2 rings). [32,1256,160,1303]
theatre-text: At 8 p.m. GRAND CONCERT. THE FAMOUS RUSSIAN ARTISTS, LEO, JAN, and MISCHEL [435,605,555,633]
dateline: NEW PLYMOUTH, MONDAY, MARCH 22, 1915. [451,142,690,154]
